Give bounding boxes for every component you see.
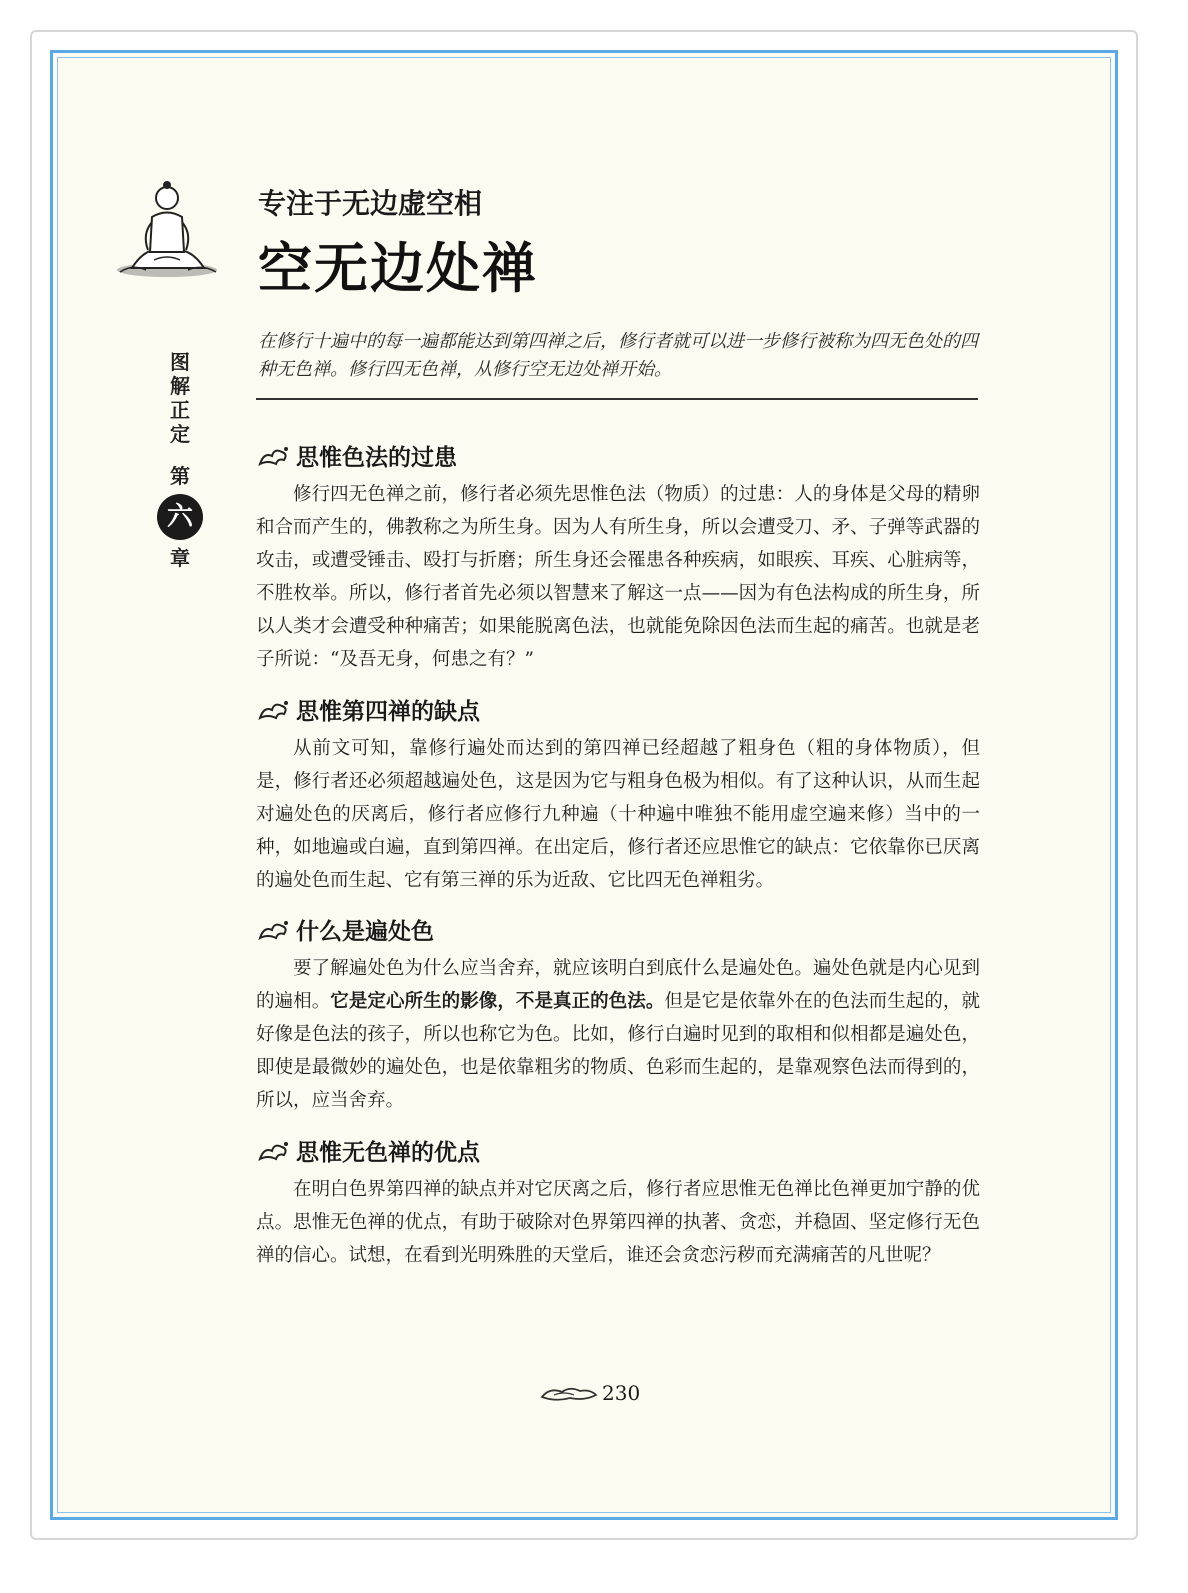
lotus-cloud-icon xyxy=(256,918,290,946)
divider-rule xyxy=(256,398,978,400)
section-body-text: 但是它是依靠外在的色法而生起的，就好像是色法的孩子，所以也称它为色。比如，修行白遍时见到的取相和似相都是遍处色，即使是最微妙的遍处色，也是依靠粗劣的物质、色彩而生起的，是靠观察色法而得到的，所以，应当舍弃。 xyxy=(256,991,980,1111)
chapter-tab-char: 图 xyxy=(170,350,190,374)
section-body xyxy=(256,952,980,1117)
page-subtitle: 专注于无边虚空相 xyxy=(258,187,483,220)
lotus-cloud-icon xyxy=(256,444,290,472)
section-1 xyxy=(256,442,980,676)
page-number xyxy=(540,1378,660,1408)
lotus-cloud-icon xyxy=(256,698,290,726)
lotus-cloud-icon xyxy=(256,1139,290,1167)
section-body: 修行四无色禅之前，修行者必须先思惟色法（物质）的过患：人的身体是父母的精卵和合而产生的，佛教称之为所生身。因为人有所生身，所以会遭受刀、矛、子弹等武器的攻击，或遭受锤击、殴打与折磨；所生身还会罹患各种疾病，如眼疾、耳疾、心脏病等，不胜枚举。所以，修行者首先必须以智慧来了解这一点——因为有色法构成的所生身，所以人类才会遭受种种痛苦；如果能脱离色法，也就能免除因色法而生起的痛苦。也就是老子所说：“及吾无身，何患之有？” xyxy=(256,484,980,670)
section-heading-text: 思惟第四禅的缺点 xyxy=(296,698,480,725)
section-heading-text: 什么是遍处色 xyxy=(296,918,434,945)
section-heading xyxy=(256,442,980,474)
cloud-ornament-icon xyxy=(540,1383,598,1403)
section-body-emphasis: 它是定心所生的影像，不是真正的色法。 xyxy=(330,991,665,1012)
section-4 xyxy=(256,1137,980,1272)
chapter-tab-char: 定 xyxy=(170,422,190,446)
chapter-tab-suffix: 章 xyxy=(170,546,190,570)
section-heading-text: 思惟无色禅的优点 xyxy=(296,1139,480,1166)
page-title: 空无边处禅 xyxy=(258,237,538,300)
section-body: 在明白色界第四禅的缺点并对它厌离之后，修行者应思惟无色禅比色禅更加宁静的优点。思惟无色禅的优点，有助于破除对色界第四禅的执著、贪恋，并稳固、坚定修行无色禅的信心。试想，在看到光明殊胜的天堂后，谁还会贪恋污秽而充满痛苦的凡世呢？ xyxy=(256,1179,980,1266)
section-2 xyxy=(256,696,980,897)
chapter-tab-char: 第 xyxy=(170,464,190,488)
section-heading xyxy=(256,1137,980,1169)
intro-paragraph: 在修行十遍中的每一遍都能达到第四禅之后，修行者就可以进一步修行被称为四无色处的四种无色禅。修行四无色禅，从修行空无边处禅开始。 xyxy=(258,331,978,380)
seated-buddha-illustration xyxy=(112,172,222,282)
section-body: 从前文可知，靠修行遍处而达到的第四禅已经超越了粗身色（粗的身体物质），但是，修行者还必须超越遍处色，这是因为它与粗身色极为相似。有了这种认识，从而生起对遍处色的厌离后，修行者应修行九种遍（十种遍中唯独不能用虚空遍来修）当中的一种，如地遍或白遍，直到第四禅。在出定后，修行者还应思惟它的缺点：它依靠你已厌离的遍处色而生起、它有第三禅的乐为近敌、它比四无色禅粗劣。 xyxy=(256,738,980,891)
section-heading-text: 思惟色法的过患 xyxy=(296,444,457,471)
page-number-text: 230 xyxy=(602,1381,641,1405)
chapter-number-badge: 六 xyxy=(157,494,203,540)
section-body-text: 要了解遍处色为什么应当舍弃，就应该明白到底什么是遍处色。遍处色就是内心见到的遍相。 xyxy=(256,958,980,1012)
chapter-tab-char: 正 xyxy=(170,398,190,422)
section-heading xyxy=(256,916,980,948)
chapter-tab-char: 解 xyxy=(170,374,190,398)
section-heading xyxy=(256,696,980,728)
section-3 xyxy=(256,916,980,1117)
chapter-tab xyxy=(150,350,210,570)
